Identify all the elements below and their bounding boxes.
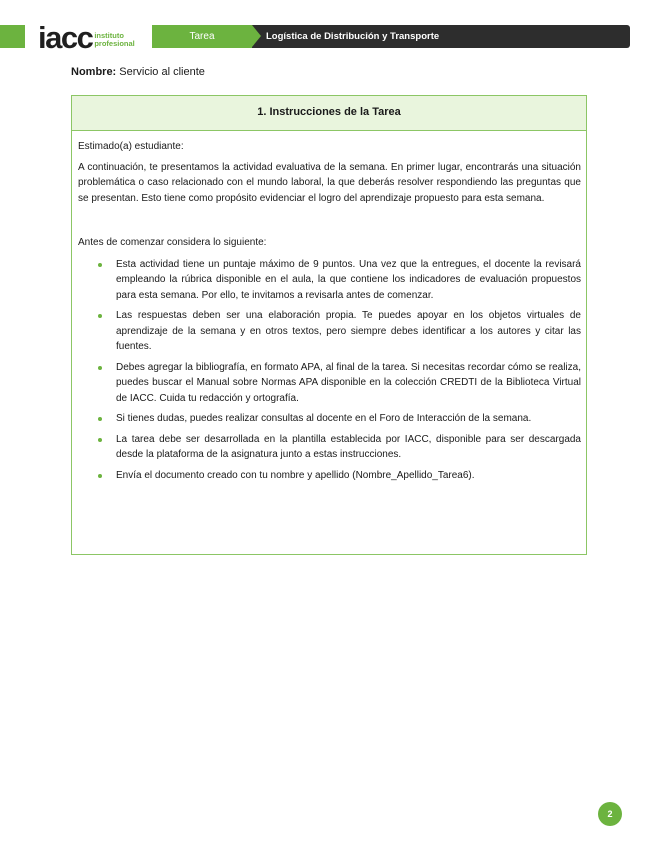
logo-subtitle (94, 32, 134, 48)
instructions-box (71, 95, 587, 555)
header-accent-block (0, 25, 25, 48)
course-title: Logística de Distribución y Transporte (266, 31, 440, 42)
logo-subtitle-line2: profesional (94, 39, 135, 48)
bullet-icon (98, 438, 102, 442)
instructions-body (72, 131, 586, 483)
logo-subtitle-line1: instituto (94, 31, 124, 40)
logo-word: iacc (38, 20, 93, 55)
page-number-badge: 2 (598, 802, 622, 826)
instructions-list (78, 257, 581, 484)
bullet-icon (98, 366, 102, 370)
iacc-logo (38, 20, 135, 55)
list-item: Envía el documento creado con tu nombre y apellido (Nombre_Apellido_Tarea6). (78, 468, 581, 484)
bullet-icon (98, 474, 102, 478)
list-item: La tarea debe ser desarrollada en la plantilla establecida por IACC, disponible para ser descargada desde la plataforma de la asignatura junto a estas instrucciones. (78, 432, 581, 463)
greeting: Estimado(a) estudiante: (78, 141, 184, 152)
header-arrow-icon (252, 25, 261, 47)
consider-heading: Antes de comenzar considera lo siguiente: (78, 237, 267, 248)
nombre-label: Nombre: (71, 66, 117, 78)
header-tab-tarea: Tarea (152, 25, 252, 48)
list-item: Esta actividad tiene un puntaje máximo de 9 puntos. Una vez que la entregues, el docente la revisará empleando la rúbrica disponible en el aula, la que contiene los indicadores de evaluación propuestos para esta semana. Por ello, te invitamos a revisarla antes de comenzar. (78, 257, 581, 304)
bullet-icon (98, 263, 102, 267)
bullet-icon (98, 314, 102, 318)
bullet-icon (98, 417, 102, 421)
instructions-title: 1. Instrucciones de la Tarea (72, 96, 586, 131)
list-item: Si tienes dudas, puedes realizar consultas al docente en el Foro de Interacción de la semana. (78, 411, 581, 427)
list-item: Las respuestas deben ser una elaboración propia. Te puedes apoyar en los objetos virtuales de aprendizaje de la semana y en otros textos, pero siempre debes identificar a los autores y citar las fuentes. (78, 308, 581, 355)
nombre-value: Servicio al cliente (119, 66, 205, 78)
list-item: Debes agregar la bibliografía, en formato APA, al final de la tarea. Si necesitas recordar cómo se realiza, puedes buscar el Manual sobre Normas APA disponible en la colección CREDTI de la Biblioteca Virtual de IACC. Cuida tu redacción y ortografía. (78, 360, 581, 407)
nombre-line (71, 66, 205, 78)
intro-paragraph: A continuación, te presentamos la actividad evaluativa de la semana. En primer lugar, encontrarás una situación problemática o caso relacionado con el mundo laboral, la que deberás resolver respondiendo las preguntas que se presentan. Esto tiene como propósito evidenciar el logro del aprendizaje propuesto para esta semana. (78, 161, 581, 204)
